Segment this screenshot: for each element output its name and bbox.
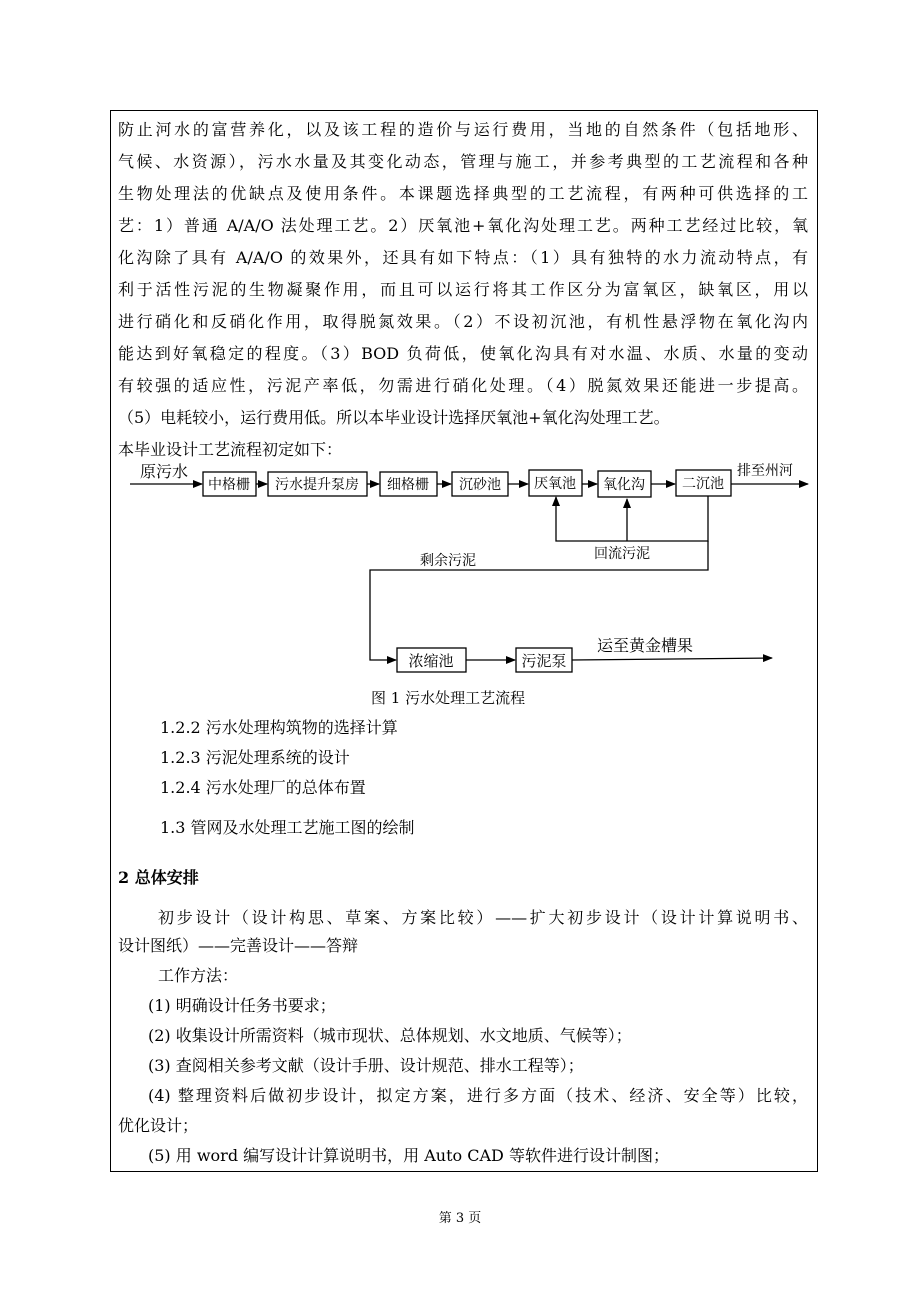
box-label: 污泥泵 (521, 652, 567, 670)
plan-line: 初步设计（设计构思、草案、方案比较）——扩大初步设计（设计计算说明书、 (158, 908, 808, 927)
return-sludge-label: 回流污泥 (594, 546, 650, 562)
paragraph-line: 利于活性污泥的生物凝聚作用，而且可以运行将其工作区分为富氧区，缺氧区，用以 (118, 280, 808, 299)
paragraph-line: 艺：1）普通 A/A/O 法处理工艺。2）厌氧池+氧化沟处理工艺。两种工艺经过比较，氧 (118, 216, 808, 235)
page-number: 第 3 页 (438, 1211, 482, 1226)
method-item: (2) 收集设计所需资料（城市现状、总体规划、水文地质、气候等）； (148, 1026, 632, 1045)
method-item: (4) 整理资料后做初步设计，拟定方案，进行多方面（技术、经济、安全等）比较， (148, 1086, 808, 1105)
paragraph-line: 能达到好氧稳定的程度。（3）BOD 负荷低，使氧化沟具有对水温、水质、水量的变动 (118, 344, 808, 363)
method-item: (3) 查阅相关参考文献（设计手册、设计规范、排水工程等）； (148, 1056, 584, 1075)
method-title: 工作方法： (158, 966, 239, 985)
output-label: 排至州河 (737, 463, 793, 479)
paragraph-line: 有较强的适应性，污泥产率低，勿需进行硝化处理。（4）脱氮效果还能进一步提高。 (118, 376, 808, 395)
box-label: 二沉池 (682, 476, 724, 492)
box-label: 浓缩池 (408, 652, 454, 670)
section-heading: 1.2.4 污水处理厂的总体布置 (160, 778, 366, 797)
flow-arrow (572, 658, 772, 660)
method-item-continued: 优化设计； (118, 1116, 199, 1135)
excess-sludge-label: 剩余污泥 (420, 553, 476, 569)
box-label: 污水提升泵房 (275, 477, 359, 493)
method-item: (1) 明确设计任务书要求； (148, 996, 336, 1015)
box-label: 细格栅 (387, 477, 429, 493)
section-title: 2 总体安排 (118, 868, 199, 887)
box-label: 沉砂池 (459, 477, 501, 493)
figure-caption: 图 1 污水处理工艺流程 (371, 689, 526, 707)
paragraph-line: 气候、水资源），污水水量及其变化动态，管理与施工，并参考典型的工艺流程和各种 (118, 152, 808, 171)
paragraph-line: 生物处理法的优缺点及使用条件。本课题选择典型的工艺流程，有两种可供选择的工 (118, 184, 808, 203)
return-sludge-line (556, 496, 708, 541)
box-label: 氧化沟 (603, 477, 645, 493)
plan-line: 设计图纸）——完善设计——答辩 (118, 936, 359, 955)
input-label: 原污水 (140, 462, 189, 481)
intro-line: 本毕业设计工艺流程初定如下： (118, 440, 343, 459)
box-label: 中格栅 (208, 477, 250, 493)
section-heading: 1.2.2 污水处理构筑物的选择计算 (160, 718, 398, 737)
section-heading: 1.2.3 污泥处理系统的设计 (160, 748, 350, 767)
paragraph-line: （5）电耗较小，运行费用低。所以本毕业设计选择厌氧池+氧化沟处理工艺。 (118, 408, 670, 427)
paragraph-line: 化沟除了具有 A/A/O 的效果外，还具有如下特点：（1）具有独特的水力流动特点，有 (118, 248, 808, 267)
box-label: 厌氧池 (534, 476, 576, 492)
method-item: (5) 用 word 编写设计计算说明书，用 Auto CAD 等软件进行设计制图； (148, 1146, 669, 1165)
section-heading: 1.3 管网及水处理工艺施工图的绘制 (160, 818, 415, 837)
paragraph-line: 进行硝化和反硝化作用，取得脱氮效果。（2）不设初沉池，有机性悬浮物在氧化沟内 (118, 312, 808, 331)
paragraph-line: 防止河水的富营养化，以及该工程的造价与运行费用，当地的自然条件（包括地形、 (118, 120, 808, 139)
sludge-output-label: 运至黄金槽果 (597, 636, 694, 655)
